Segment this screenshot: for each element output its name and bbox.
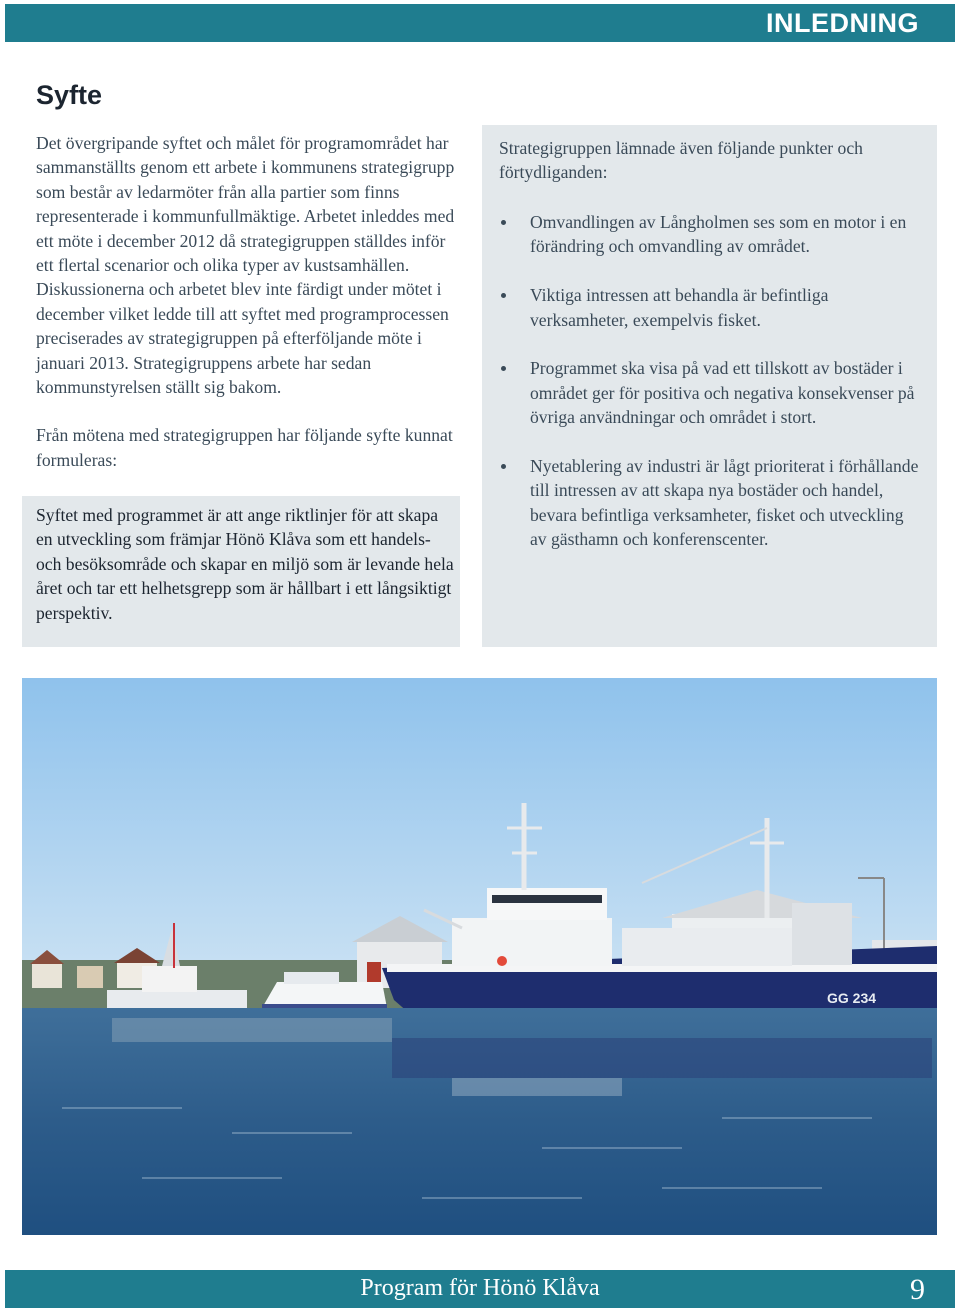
bullet-icon [501, 220, 506, 225]
list-item [499, 283, 919, 332]
list-item-text: Programmet ska visa på vad ett tillskott av bostäder i området ger för positiva och negativa konsekvenser på övriga användningar och området i stort. [530, 358, 915, 428]
strategy-points-list [499, 210, 919, 576]
footer-title: Program för Hönö Klåva [360, 1275, 600, 1301]
header-title: INLEDNING [766, 8, 919, 38]
section-title: Syfte [36, 80, 103, 110]
list-item-text: Nyetablering av industri är lågt prioriterat i förhållande till intressen av att skapa nya bostäder och handel, bevara befintliga verksamheter, fisket och utveckling av gästhamn och konferenscenter. [530, 456, 919, 550]
header-bar [5, 4, 955, 42]
list-item [499, 356, 919, 429]
page-number: 9 [910, 1273, 925, 1306]
list-item-text: Viktiga intressen att behandla är befintliga verksamheter, exempelvis fisket. [530, 285, 829, 330]
harbor-photo [22, 678, 937, 1235]
left-column [36, 131, 461, 472]
strategy-points-intro: Strategigruppen lämnade även följande punkter och förtydliganden: [499, 138, 863, 183]
intro-paragraph: Det övergripande syftet och målet för programområdet har sammanställts genom ett arbete i kommunens strategigrupp som består av ledarmöter från alla partier som finns representerade i kommunfullmäktige. Arbetet inleddes med ett möte i december 2012 då strategigruppen ställdes inför ett flertal scenarior och olika typer av kustsamhällen. Diskussionerna och arbetet blev inte färdigt under mötet i december vilket ledde till att syftet med programprocessen preciserades av strategigruppen på efterföljande möte i januari 2013. Strategigruppens arbete har sedan kommunstyrelsen ställt sig bakom. [36, 133, 455, 398]
bullet-icon [501, 293, 506, 298]
bullet-icon [501, 464, 506, 469]
purpose-quote: Syftet med programmet är att ange riktlinjer för att skapa en utveckling som främjar Hönö Klåva som ett handels- och besöksområde och skapar en miljö som är levande hela året och tar ett helhetsgrepp som är hållbart i ett långsiktigt perspektiv. [36, 505, 454, 623]
boat-registration: GG 234 [827, 990, 877, 1006]
list-item-text: Omvandlingen av Långholmen ses som en motor i en förändring och omvandling av området. [530, 212, 907, 257]
bullet-icon [501, 366, 506, 371]
list-item [499, 210, 919, 259]
purpose-lead-paragraph: Från mötena med strategigruppen har följande syfte kunnat formuleras: [36, 425, 453, 470]
list-item [499, 454, 919, 552]
harbor-photo-illustration [22, 678, 937, 1235]
footer-bar [5, 1270, 955, 1308]
